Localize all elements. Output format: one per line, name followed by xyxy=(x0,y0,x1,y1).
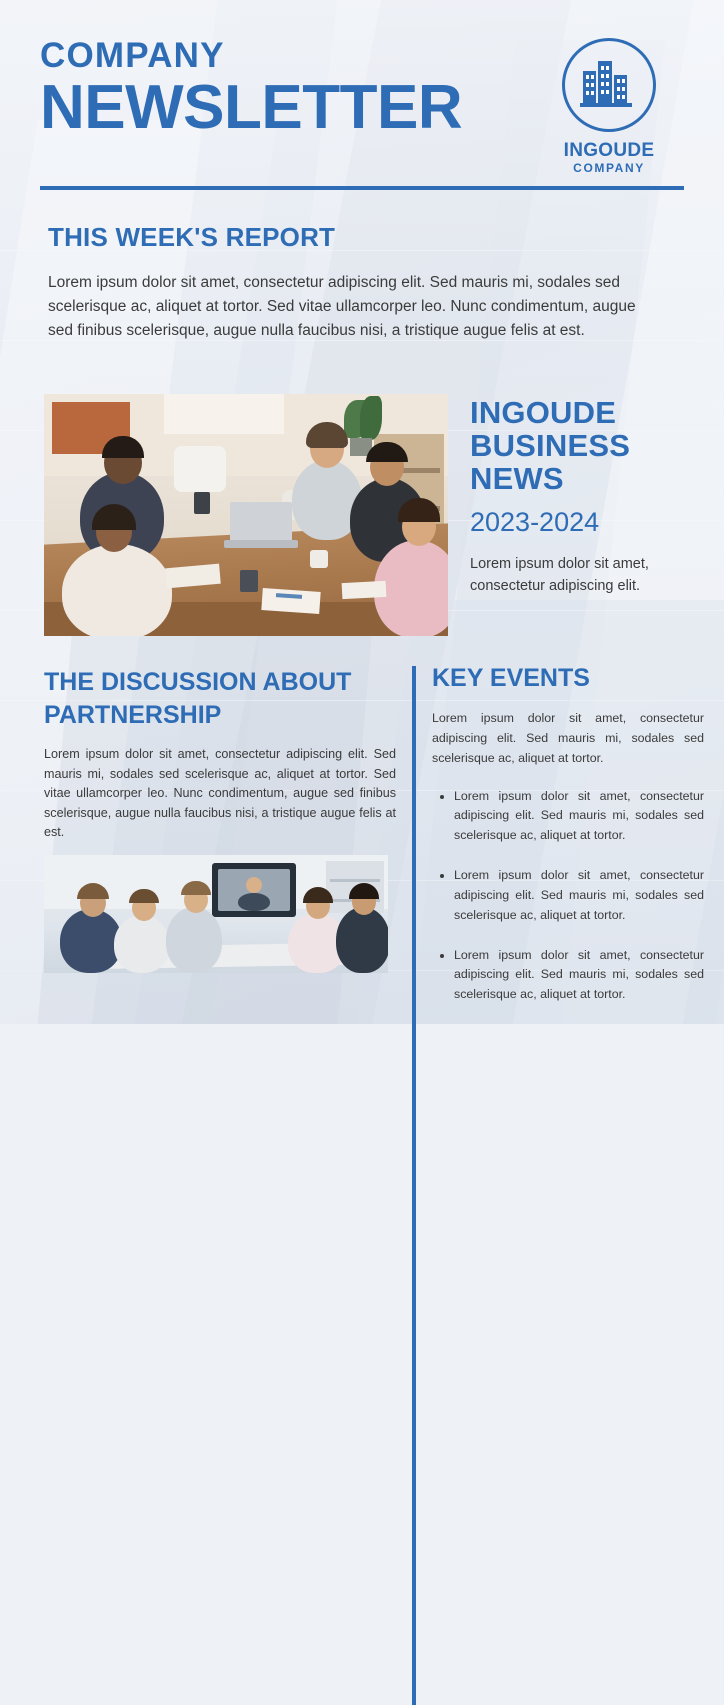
discussion-section xyxy=(44,666,396,843)
business-team-meeting-photo xyxy=(44,394,448,636)
video-conference-meeting-photo xyxy=(44,855,388,973)
brand-logo xyxy=(534,38,684,175)
hero-title: INGOUDE BUSINESS NEWS xyxy=(470,395,631,497)
hero-body: Lorem ipsum dolor sit amet, consectetur adipiscing elit. xyxy=(470,556,649,595)
logo-company-subtitle: COMPANY xyxy=(573,161,645,175)
report-section xyxy=(48,222,678,343)
header-company-word: COMPANY xyxy=(40,36,225,75)
newsletter-header xyxy=(40,36,684,175)
list-item: • Lorem ipsum dolor sit amet, consectetur adipiscing elit. Sed mauris mi, sodales sed scelerisque ac, aliquet at tortor. xyxy=(454,866,704,926)
discussion-body: Lorem ipsum dolor sit amet, consectetur adipiscing elit. Sed mauris mi, sodales sed scelerisque ac, aliquet at tortor. Sed vitae ullamcorper leo. Nunc condimentum, augue sed finibus scelerisque, augue nulla faucibus nisi, a tristique augue felis at est. xyxy=(44,747,396,840)
key-events-section xyxy=(412,664,704,1025)
hero-years: 2023-2024 xyxy=(470,507,600,538)
key-events-title: KEY EVENTS xyxy=(432,664,590,692)
list-item: • Lorem ipsum dolor sit amet, consectetur adipiscing elit. Sed mauris mi, sodales sed scelerisque ac, aliquet at tortor. xyxy=(454,946,704,1006)
page-title: NEWSLETTER xyxy=(40,73,463,142)
key-events-intro: Lorem ipsum dolor sit amet, consectetur adipiscing elit. Sed mauris mi, sodales sed scelerisque ac, aliquet at tortor. xyxy=(432,711,704,765)
list-item: • Lorem ipsum dolor sit amet, consectetur adipiscing elit. Sed mauris mi, sodales sed scelerisque ac, aliquet at tortor. xyxy=(454,787,704,847)
header-divider xyxy=(40,186,684,190)
key-events-list xyxy=(432,787,704,1006)
discussion-title: THE DISCUSSION ABOUT PARTNERSHIP xyxy=(44,668,352,729)
report-title: THIS WEEK'S REPORT xyxy=(48,222,336,252)
hero-text-block xyxy=(470,396,690,598)
logo-company-name: INGOUDE xyxy=(563,140,655,161)
report-body: Lorem ipsum dolor sit amet, consectetur adipiscing elit. Sed mauris mi, sodales sed scelerisque ac, aliquet at tortor. Sed vitae ullamcorper leo. Nunc condimentum, augue sed finibus scelerisque, augue nulla faucibus nisi, a tristique augue felis at est. xyxy=(48,274,636,340)
building-logo-icon xyxy=(562,38,656,132)
